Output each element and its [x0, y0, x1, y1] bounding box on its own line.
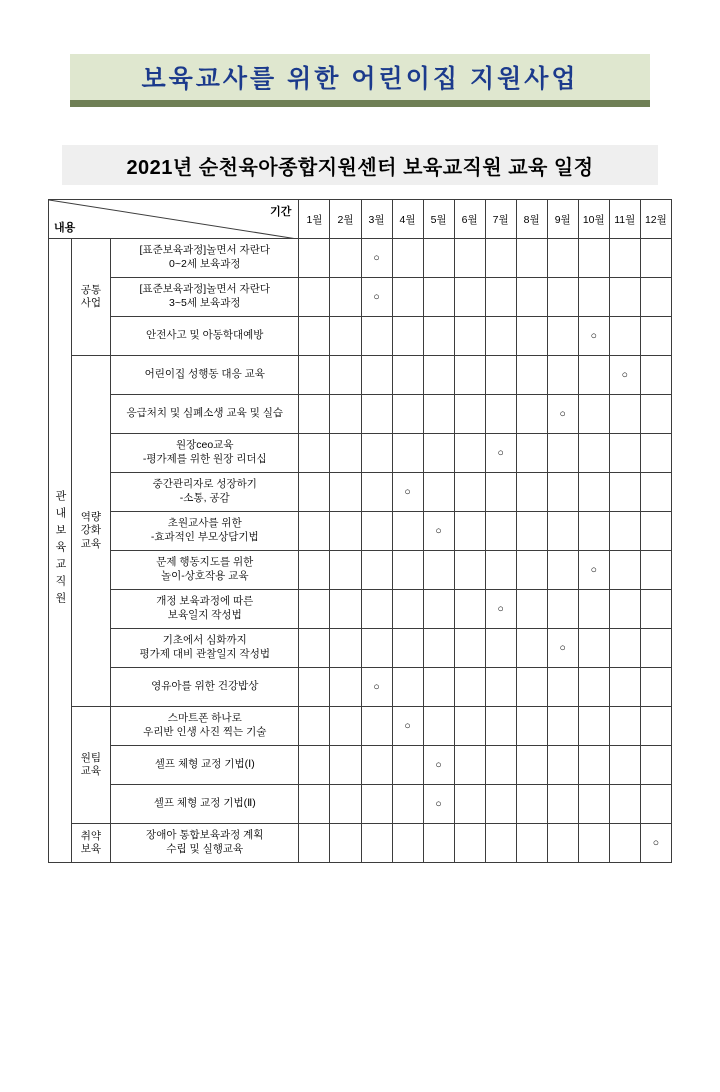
schedule-cell-m8 [516, 551, 547, 590]
schedule-cell-m4: ○ [392, 473, 423, 512]
course-name: 개정 보육과정에 따른 보육일지 작성법 [111, 590, 299, 629]
schedule-cell-m9 [547, 551, 578, 590]
schedule-cell-m2 [330, 590, 361, 629]
schedule-cell-m11 [609, 434, 640, 473]
schedule-cell-m2 [330, 629, 361, 668]
schedule-cell-m6 [454, 785, 485, 824]
banner [70, 52, 650, 107]
schedule-cell-m2 [330, 395, 361, 434]
month-header-11: 11월 [609, 200, 640, 239]
schedule-cell-m1 [299, 785, 330, 824]
schedule-cell-m6 [454, 434, 485, 473]
table-row [49, 395, 672, 434]
schedule-cell-m3: ○ [361, 668, 392, 707]
schedule-cell-m1 [299, 512, 330, 551]
schedule-cell-m5: ○ [423, 785, 454, 824]
schedule-cell-m1 [299, 278, 330, 317]
schedule-cell-m10 [578, 824, 609, 863]
schedule-cell-m2 [330, 824, 361, 863]
schedule-cell-m1 [299, 629, 330, 668]
schedule-cell-m8 [516, 239, 547, 278]
schedule-cell-m10 [578, 434, 609, 473]
group-label-3: 원팀 교육 [71, 707, 110, 824]
schedule-cell-m10 [578, 239, 609, 278]
schedule-cell-m8 [516, 512, 547, 551]
schedule-cell-m3 [361, 434, 392, 473]
month-header-9: 9월 [547, 200, 578, 239]
schedule-cell-m12 [640, 317, 671, 356]
schedule-cell-m2 [330, 356, 361, 395]
schedule-cell-m12 [640, 746, 671, 785]
schedule-cell-m9: ○ [547, 629, 578, 668]
schedule-cell-m11 [609, 746, 640, 785]
schedule-cell-m2 [330, 512, 361, 551]
schedule-cell-m4 [392, 551, 423, 590]
content-header-label: 내용 [54, 222, 76, 234]
schedule-cell-m6 [454, 395, 485, 434]
table-row [49, 629, 672, 668]
month-header-2: 2월 [330, 200, 361, 239]
schedule-cell-m1 [299, 746, 330, 785]
schedule-cell-m7: ○ [485, 590, 516, 629]
schedule-cell-m2 [330, 746, 361, 785]
schedule-cell-m1 [299, 356, 330, 395]
schedule-cell-m12: ○ [640, 824, 671, 863]
schedule-cell-m4 [392, 590, 423, 629]
table-row [49, 278, 672, 317]
schedule-cell-m9 [547, 473, 578, 512]
schedule-cell-m9 [547, 707, 578, 746]
schedule-cell-m3 [361, 785, 392, 824]
schedule-cell-m3: ○ [361, 278, 392, 317]
side-category-label: 관내보육교직원 [49, 239, 72, 863]
schedule-cell-m5 [423, 356, 454, 395]
schedule-cell-m11 [609, 473, 640, 512]
group-label-4: 취약 보육 [71, 824, 110, 863]
schedule-cell-m5 [423, 473, 454, 512]
schedule-cell-m3 [361, 746, 392, 785]
schedule-cell-m11 [609, 707, 640, 746]
schedule-cell-m7 [485, 785, 516, 824]
schedule-cell-m3 [361, 629, 392, 668]
table-row [49, 473, 672, 512]
schedule-cell-m12 [640, 668, 671, 707]
page-title: 2021년 순천육아종합지원센터 보육교직원 교육 일정 [126, 156, 594, 179]
schedule-cell-m3 [361, 356, 392, 395]
schedule-cell-m8 [516, 629, 547, 668]
schedule-cell-m7: ○ [485, 434, 516, 473]
schedule-cell-m1 [299, 551, 330, 590]
schedule-cell-m11 [609, 317, 640, 356]
banner-underline [70, 100, 650, 107]
month-header-1: 1월 [299, 200, 330, 239]
table-row [49, 668, 672, 707]
schedule-cell-m6 [454, 551, 485, 590]
schedule-cell-m1 [299, 824, 330, 863]
schedule-cell-m4 [392, 512, 423, 551]
schedule-cell-m5 [423, 434, 454, 473]
schedule-cell-m4 [392, 239, 423, 278]
schedule-cell-m8 [516, 356, 547, 395]
schedule-cell-m7 [485, 551, 516, 590]
schedule-cell-m2 [330, 785, 361, 824]
schedule-cell-m6 [454, 317, 485, 356]
schedule-cell-m2 [330, 278, 361, 317]
banner-title: 보육교사를 위한 어린이집 지원사업 [141, 65, 579, 93]
schedule-cell-m11 [609, 239, 640, 278]
schedule-cell-m11: ○ [609, 356, 640, 395]
schedule-cell-m2 [330, 668, 361, 707]
schedule-cell-m10 [578, 629, 609, 668]
schedule-cell-m9 [547, 512, 578, 551]
schedule-table-wrap [48, 199, 672, 863]
schedule-cell-m1 [299, 239, 330, 278]
schedule-cell-m3 [361, 395, 392, 434]
course-name: 영유아를 위한 건강밥상 [111, 668, 299, 707]
schedule-cell-m9 [547, 590, 578, 629]
month-header-10: 10월 [578, 200, 609, 239]
schedule-cell-m12 [640, 239, 671, 278]
month-header-3: 3월 [361, 200, 392, 239]
schedule-cell-m3 [361, 824, 392, 863]
schedule-cell-m1 [299, 590, 330, 629]
schedule-cell-m4 [392, 356, 423, 395]
schedule-cell-m1 [299, 434, 330, 473]
schedule-cell-m4 [392, 434, 423, 473]
schedule-cell-m3: ○ [361, 239, 392, 278]
schedule-cell-m8 [516, 278, 547, 317]
schedule-cell-m1 [299, 395, 330, 434]
schedule-cell-m12 [640, 629, 671, 668]
month-header-7: 7월 [485, 200, 516, 239]
schedule-cell-m10 [578, 785, 609, 824]
schedule-cell-m7 [485, 278, 516, 317]
schedule-cell-m12 [640, 512, 671, 551]
table-row [49, 317, 672, 356]
period-header-label: 기간 [270, 206, 292, 218]
schedule-cell-m3 [361, 512, 392, 551]
schedule-cell-m10 [578, 668, 609, 707]
schedule-cell-m12 [640, 356, 671, 395]
course-name: 기초에서 심화까지 평가제 대비 관찰일지 작성법 [111, 629, 299, 668]
schedule-cell-m2 [330, 473, 361, 512]
course-name: 셀프 체형 교정 기법(Ⅱ) [111, 785, 299, 824]
schedule-cell-m1 [299, 707, 330, 746]
month-header-8: 8월 [516, 200, 547, 239]
course-name: 셀프 체형 교정 기법(Ⅰ) [111, 746, 299, 785]
course-name: 응급처치 및 심폐소생 교육 및 실습 [111, 395, 299, 434]
schedule-cell-m9 [547, 434, 578, 473]
schedule-cell-m10 [578, 278, 609, 317]
schedule-cell-m6 [454, 668, 485, 707]
schedule-cell-m5: ○ [423, 512, 454, 551]
table-row [49, 707, 672, 746]
schedule-cell-m12 [640, 785, 671, 824]
month-header-6: 6월 [454, 200, 485, 239]
group-label-2: 역량 강화 교육 [71, 356, 110, 707]
schedule-cell-m10: ○ [578, 317, 609, 356]
schedule-cell-m7 [485, 239, 516, 278]
schedule-cell-m11 [609, 590, 640, 629]
table-header-row [49, 200, 672, 239]
schedule-cell-m5 [423, 239, 454, 278]
schedule-cell-m8 [516, 434, 547, 473]
schedule-cell-m4 [392, 746, 423, 785]
group-label-1: 공통 사업 [71, 239, 110, 356]
table-row [49, 551, 672, 590]
schedule-cell-m11 [609, 551, 640, 590]
schedule-cell-m12 [640, 707, 671, 746]
table-row [49, 356, 672, 395]
schedule-table [48, 199, 672, 863]
schedule-cell-m11 [609, 629, 640, 668]
schedule-cell-m3 [361, 590, 392, 629]
schedule-cell-m6 [454, 590, 485, 629]
schedule-cell-m4 [392, 317, 423, 356]
schedule-cell-m3 [361, 473, 392, 512]
course-name: 중간관리자로 성장하기 -소통, 공감 [111, 473, 299, 512]
course-name: 안전사고 및 아동학대예방 [111, 317, 299, 356]
schedule-cell-m4: ○ [392, 707, 423, 746]
table-row [49, 239, 672, 278]
banner-box [70, 52, 650, 100]
course-name: [표준보육과정]놀면서 자란다 0~2세 보육과정 [111, 239, 299, 278]
schedule-cell-m4 [392, 278, 423, 317]
course-name: 스마트폰 하나로 우리반 인생 사진 찍는 기술 [111, 707, 299, 746]
schedule-cell-m3 [361, 707, 392, 746]
schedule-cell-m5 [423, 551, 454, 590]
course-name: [표준보육과정]놀면서 자란다 3~5세 보육과정 [111, 278, 299, 317]
schedule-cell-m5 [423, 278, 454, 317]
schedule-cell-m6 [454, 278, 485, 317]
schedule-cell-m10 [578, 707, 609, 746]
schedule-cell-m9 [547, 356, 578, 395]
schedule-cell-m9 [547, 824, 578, 863]
table-corner-header [49, 200, 299, 239]
schedule-cell-m11 [609, 278, 640, 317]
schedule-cell-m12 [640, 590, 671, 629]
course-name: 장애아 통합보육과정 계획 수립 및 실행교육 [111, 824, 299, 863]
schedule-cell-m7 [485, 629, 516, 668]
schedule-cell-m11 [609, 395, 640, 434]
course-name: 문제 행동지도를 위한 놀이-상호작용 교육 [111, 551, 299, 590]
schedule-cell-m2 [330, 317, 361, 356]
schedule-cell-m6 [454, 473, 485, 512]
schedule-cell-m6 [454, 824, 485, 863]
schedule-cell-m9 [547, 785, 578, 824]
schedule-cell-m5: ○ [423, 746, 454, 785]
table-row [49, 590, 672, 629]
schedule-cell-m5 [423, 629, 454, 668]
schedule-cell-m5 [423, 317, 454, 356]
schedule-cell-m9 [547, 668, 578, 707]
schedule-cell-m6 [454, 356, 485, 395]
schedule-cell-m10 [578, 356, 609, 395]
schedule-cell-m11 [609, 512, 640, 551]
table-row [49, 512, 672, 551]
schedule-cell-m10: ○ [578, 551, 609, 590]
schedule-cell-m11 [609, 824, 640, 863]
schedule-cell-m8 [516, 473, 547, 512]
course-name: 초원교사를 위한 -효과적인 부모상담기법 [111, 512, 299, 551]
schedule-cell-m7 [485, 473, 516, 512]
schedule-cell-m11 [609, 785, 640, 824]
schedule-cell-m10 [578, 473, 609, 512]
schedule-cell-m6 [454, 512, 485, 551]
schedule-cell-m12 [640, 473, 671, 512]
schedule-cell-m8 [516, 824, 547, 863]
schedule-cell-m7 [485, 668, 516, 707]
course-name: 어린이집 성행동 대응 교육 [111, 356, 299, 395]
schedule-cell-m2 [330, 434, 361, 473]
schedule-cell-m4 [392, 824, 423, 863]
schedule-cell-m7 [485, 317, 516, 356]
schedule-cell-m4 [392, 668, 423, 707]
schedule-cell-m3 [361, 317, 392, 356]
schedule-cell-m4 [392, 629, 423, 668]
schedule-cell-m1 [299, 317, 330, 356]
schedule-cell-m7 [485, 707, 516, 746]
schedule-cell-m8 [516, 590, 547, 629]
schedule-cell-m7 [485, 395, 516, 434]
schedule-cell-m8 [516, 707, 547, 746]
schedule-cell-m12 [640, 551, 671, 590]
schedule-cell-m8 [516, 317, 547, 356]
schedule-cell-m2 [330, 707, 361, 746]
schedule-cell-m9 [547, 746, 578, 785]
schedule-cell-m9 [547, 278, 578, 317]
table-row [49, 434, 672, 473]
schedule-cell-m12 [640, 434, 671, 473]
schedule-cell-m10 [578, 395, 609, 434]
table-row [49, 746, 672, 785]
schedule-cell-m6 [454, 746, 485, 785]
schedule-cell-m11 [609, 668, 640, 707]
schedule-cell-m5 [423, 707, 454, 746]
schedule-cell-m10 [578, 512, 609, 551]
schedule-cell-m8 [516, 785, 547, 824]
schedule-cell-m6 [454, 707, 485, 746]
schedule-cell-m6 [454, 629, 485, 668]
course-name: 원장ceo교육 -평가제를 위한 원장 리더십 [111, 434, 299, 473]
schedule-cell-m8 [516, 746, 547, 785]
schedule-cell-m6 [454, 239, 485, 278]
schedule-cell-m10 [578, 590, 609, 629]
schedule-cell-m2 [330, 239, 361, 278]
schedule-cell-m4 [392, 395, 423, 434]
schedule-cell-m12 [640, 395, 671, 434]
schedule-cell-m7 [485, 512, 516, 551]
diagonal-line-icon [49, 200, 298, 239]
month-header-4: 4월 [392, 200, 423, 239]
schedule-cell-m5 [423, 395, 454, 434]
schedule-cell-m7 [485, 356, 516, 395]
month-header-5: 5월 [423, 200, 454, 239]
schedule-cell-m3 [361, 551, 392, 590]
schedule-cell-m1 [299, 473, 330, 512]
schedule-cell-m5 [423, 590, 454, 629]
schedule-cell-m4 [392, 785, 423, 824]
schedule-cell-m8 [516, 668, 547, 707]
schedule-cell-m8 [516, 395, 547, 434]
schedule-cell-m9: ○ [547, 395, 578, 434]
schedule-cell-m5 [423, 668, 454, 707]
schedule-cell-m7 [485, 824, 516, 863]
subtitle-box [62, 145, 658, 185]
schedule-cell-m9 [547, 239, 578, 278]
schedule-cell-m7 [485, 746, 516, 785]
schedule-cell-m5 [423, 824, 454, 863]
table-row [49, 824, 672, 863]
month-header-12: 12월 [640, 200, 671, 239]
schedule-cell-m9 [547, 317, 578, 356]
schedule-cell-m10 [578, 746, 609, 785]
schedule-cell-m1 [299, 668, 330, 707]
table-row [49, 785, 672, 824]
schedule-cell-m2 [330, 551, 361, 590]
schedule-cell-m12 [640, 278, 671, 317]
